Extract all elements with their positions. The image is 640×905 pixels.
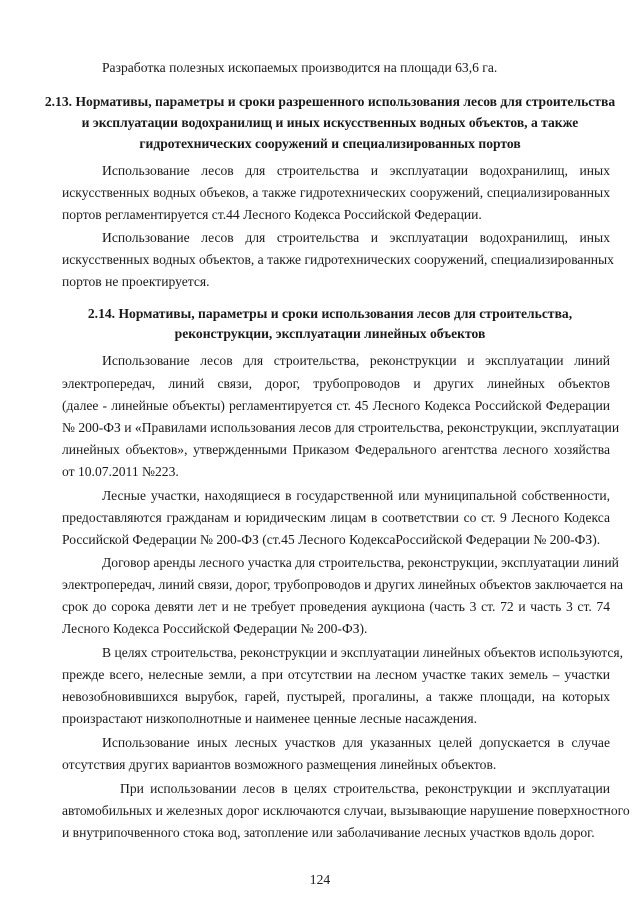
- paragraph-line: автомобильных и железных дорог исключаются случаи, вызывающие нарушение поверхностного: [62, 803, 630, 818]
- section-2-14-heading-line-1: 2.14. Нормативы, параметры и сроки использования лесов для строительства,: [87, 306, 573, 321]
- paragraph-line: отсутствия других вариантов возможного размещения линейных объектов.: [62, 757, 497, 772]
- section-2-13-heading-line-1: 2.13. Нормативы, параметры и сроки разрешенного использования лесов для строительства: [44, 94, 616, 109]
- paragraph-line: Лесного Кодекса Российской Федерации № 200-ФЗ).: [62, 621, 368, 636]
- paragraph-line: Российской Федерации № 200-ФЗ (ст.45 Лесного КодексаРоссийской Федерации № 200-ФЗ).: [62, 532, 601, 547]
- paragraph-line: от 10.07.2011 №223.: [62, 464, 179, 479]
- paragraph-line: электропередач, линий связи, дорог, трубопроводов и других линейных объектов заключается на: [62, 577, 624, 592]
- paragraph-line: срок до сорока девяти лет и не требует проведения аукциона (часть 3 ст. 72 и часть 3 ст. 74: [62, 599, 610, 614]
- paragraph-line: Использование лесов для строительства, реконструкции и эксплуатации линий: [102, 353, 610, 368]
- paragraph-line: В целях строительства, реконструкции и эксплуатации линейных объектов используются,: [102, 645, 624, 660]
- section-2-13-heading-line-2: и эксплуатации водохранилищ и иных искусственных водных объектов, а также: [81, 115, 579, 130]
- page-number: 124: [309, 872, 331, 887]
- section-2-14-heading-line-2: реконструкции, эксплуатации линейных объектов: [174, 326, 486, 341]
- paragraph-line: (далее - линейные объекты) регламентируется ст. 45 Лесного Кодекса Российской Федерации: [62, 398, 610, 413]
- paragraph-line: Использование лесов для строительства и эксплуатации водохранилищ, иных: [102, 230, 610, 245]
- paragraph-line: произрастают низкополнотные и наименее ценные лесные насаждения.: [62, 711, 477, 726]
- paragraph-line: искусственных водных объектов, а также гидротехнических сооружений, специализированных: [62, 252, 614, 267]
- paragraph-line: портов регламентируется ст.44 Лесного Кодекса Российской Федерации.: [62, 207, 482, 222]
- paragraph-line: искусственных водных объеков, а также гидротехнических сооружений, специализированных: [62, 185, 610, 200]
- paragraph-line: № 200-ФЗ и «Правилами использования лесов для строительства, реконструкции, эксплуатации: [62, 420, 620, 435]
- paragraph-line: Использование лесов для строительства и эксплуатации водохранилищ, иных: [102, 163, 610, 178]
- paragraph-line: Использование иных лесных участков для указанных целей допускается в случае: [102, 735, 610, 750]
- paragraph-line: При использовании лесов в целях строительства, реконструкции и эксплуатации: [120, 781, 610, 796]
- paragraph-line: невозобновившихся вырубок, гарей, пустырей, прогалины, а также площади, на которых: [62, 689, 610, 704]
- paragraph-line: предоставляются гражданам и юридическим лицам в соответствии со ст. 9 Лесного Кодекса: [62, 510, 610, 525]
- paragraph-line: и внутрипочвенного стока вод, затопление или заболачивание лесных участков вдоль дорог.: [62, 825, 595, 840]
- paragraph-line: Договор аренды лесного участка для строительства, реконструкции, эксплуатации линий: [102, 555, 619, 570]
- paragraph-line: Лесные участки, находящиеся в государственной или муниципальной собственности,: [102, 488, 610, 503]
- paragraph-line: прежде всего, нелесные земли, а при отсутствии на лесном участке таких земель – участки: [62, 667, 610, 682]
- paragraph-line: линейных объектов», утвержденными Приказом Федерального агентства лесного хозяйства: [62, 442, 610, 457]
- paragraph-line: электропередач, линий связи, дорог, трубопроводов и других линейных объектов: [62, 376, 610, 391]
- paragraph-line: портов не проектируется.: [62, 274, 210, 289]
- intro-text: Разработка полезных ископаемых производится на площади 63,6 га.: [102, 60, 498, 75]
- section-2-13-heading-line-3: гидротехнических сооружений и специализированных портов: [139, 136, 521, 151]
